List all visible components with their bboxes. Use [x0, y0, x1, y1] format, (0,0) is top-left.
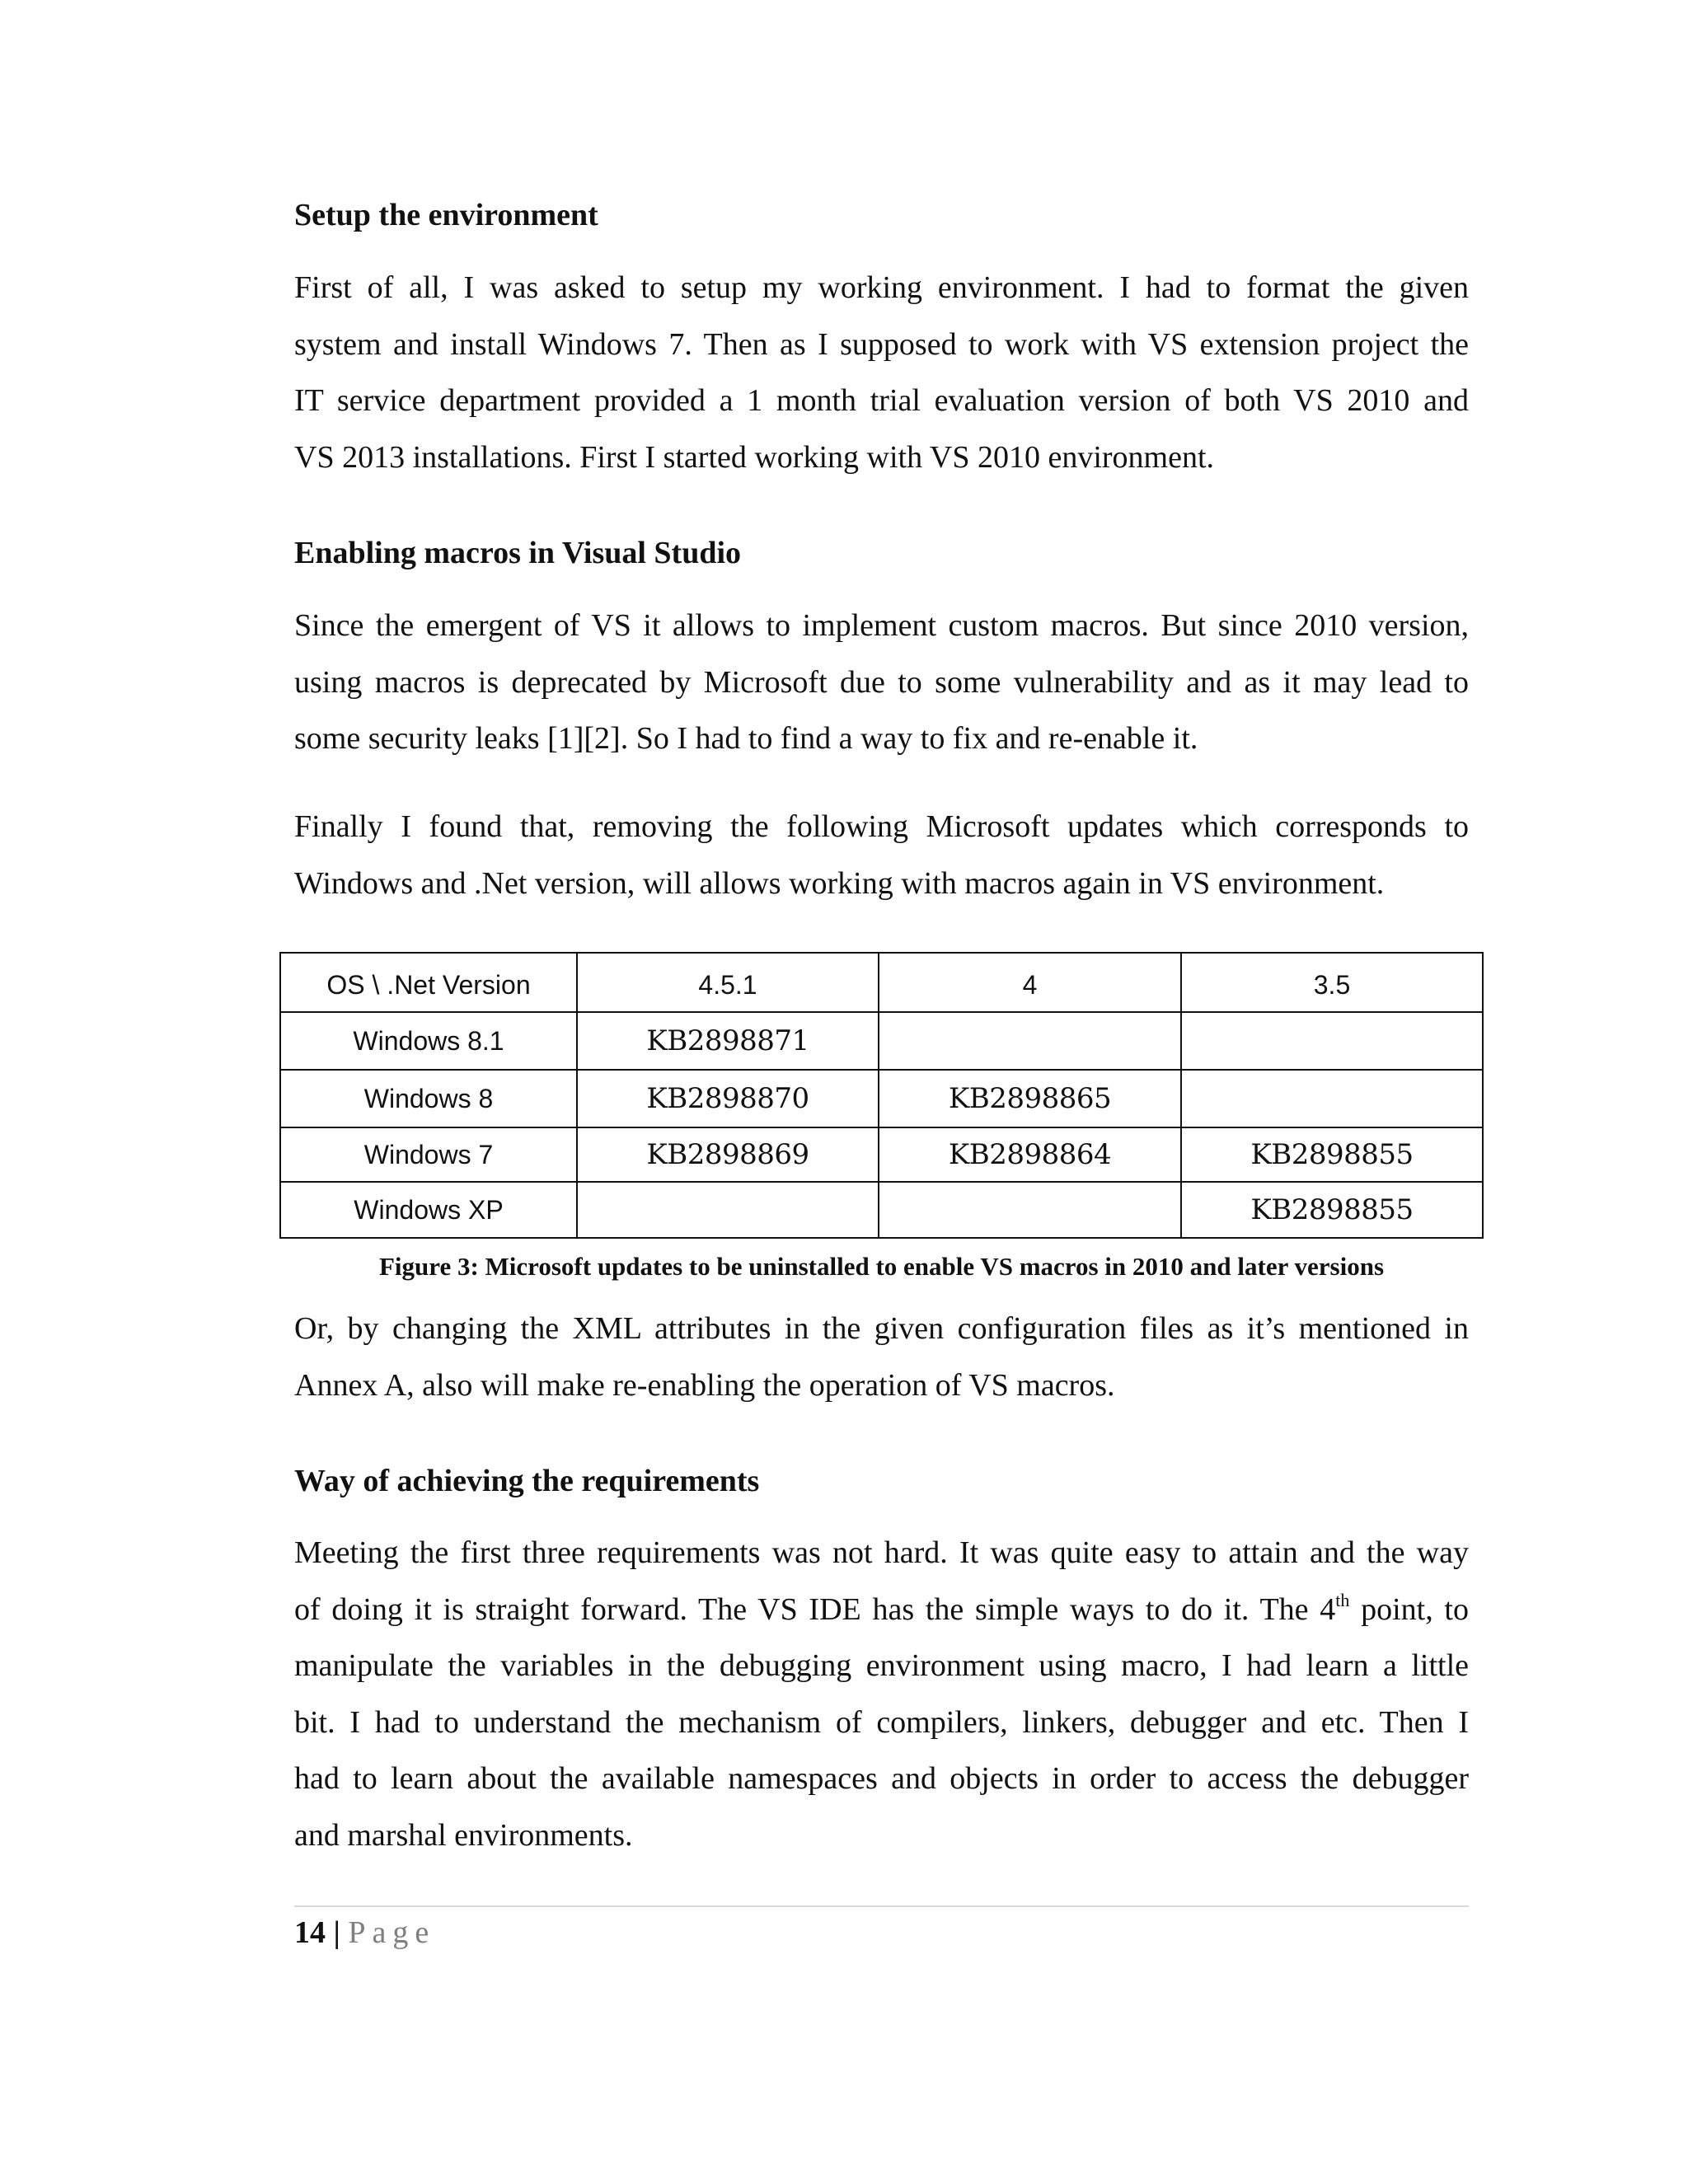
table-cell-os: Windows XP [280, 1182, 577, 1238]
text-line: Windows and .Net version, will allows working with macros again in VS environment. [294, 865, 1385, 901]
text-line: Or, by changing the XML attributes in the given configuration files as it’s mentioned in [294, 1311, 1469, 1346]
table-cell-kb [1181, 1070, 1483, 1127]
paragraph-macros-intro [294, 598, 1469, 767]
text-fragment: of doing it is straight forward. The VS IDE has the simple ways to do it. The 4 [294, 1591, 1336, 1627]
table-cell-kb [879, 1182, 1181, 1238]
table-header-row [280, 953, 1483, 1012]
table-cell-kb: KB2898865 [879, 1070, 1181, 1127]
text-line: manipulate the variables in the debugging environment using macro, I had learn a little [294, 1648, 1469, 1683]
table-row [280, 1070, 1483, 1127]
table-header-cell: 4.5.1 [577, 953, 879, 1012]
page-number: 14 [294, 1915, 326, 1950]
footer-separator: | [333, 1915, 340, 1950]
footer-divider [294, 1905, 1469, 1907]
table-cell-os: Windows 8 [280, 1070, 577, 1127]
heading-setup-environment: Setup the environment [294, 198, 598, 232]
text-line: Finally I found that, removing the following Microsoft updates which corresponds to [294, 809, 1469, 844]
text-line: First of all, I was asked to setup my working environment. I had to format the given [294, 270, 1469, 305]
text-line: had to learn about the available namespaces and objects in order to access the debugger [294, 1761, 1469, 1796]
table-cell-kb: KB2898869 [577, 1127, 879, 1182]
table-cell-kb [879, 1012, 1181, 1070]
text-line: some security leaks [1][2]. So I had to find a way to fix and re-enable it. [294, 721, 1198, 756]
paragraph-setup [294, 260, 1469, 485]
table-cell-kb: KB2898855 [1181, 1127, 1483, 1182]
paragraph-requirements [294, 1525, 1469, 1863]
table-row [280, 1012, 1483, 1070]
table-cell-os: Windows 7 [280, 1127, 577, 1182]
heading-achieving-requirements: Way of achieving the requirements [294, 1464, 760, 1498]
updates-table [279, 952, 1484, 1239]
paragraph-macros-updates [294, 799, 1469, 912]
text-line: IT service department provided a 1 month trial evaluation version of both VS 2010 and [294, 383, 1469, 418]
text-line: Since the emergent of VS it allows to implement custom macros. But since 2010 version, [294, 608, 1469, 643]
table-cell-kb: KB2898855 [1181, 1182, 1483, 1238]
text-line: VS 2013 installations. First I started working with VS 2010 environment. [294, 439, 1215, 475]
table-header-cell: 3.5 [1181, 953, 1483, 1012]
ordinal-superscript: th [1335, 1589, 1350, 1610]
text-line: and marshal environments. [294, 1817, 633, 1853]
table-cell-kb: KB2898871 [577, 1012, 879, 1070]
table-header-cell: 4 [879, 953, 1181, 1012]
table-header-cell: OS \ .Net Version [280, 953, 577, 1012]
text-line-with-superscript [294, 1582, 1469, 1638]
table-cell-kb: KB2898864 [879, 1127, 1181, 1182]
table-cell-os: Windows 8.1 [280, 1012, 577, 1070]
figure-caption: Figure 3: Microsoft updates to be uninstalled to enable VS macros in 2010 and later versions [378, 1252, 1385, 1281]
table-cell-kb [577, 1182, 879, 1238]
table-cell-kb: KB2898870 [577, 1070, 879, 1127]
text-fragment: point, to [1349, 1591, 1469, 1627]
text-line: Annex A, also will make re-enabling the operation of VS macros. [294, 1367, 1115, 1403]
table-row [280, 1182, 1483, 1238]
text-line: using macros is deprecated by Microsoft due to some vulnerability and as it may lead to [294, 664, 1469, 700]
text-line: system and install Windows 7. Then as I supposed to work with VS extension project the [294, 326, 1469, 362]
table-row [280, 1127, 1483, 1182]
document-page [294, 0, 1469, 2184]
page-footer [294, 1914, 435, 1952]
page-label: Page [348, 1915, 436, 1950]
text-line: Meeting the first three requirements was not hard. It was quite easy to attain and the way [294, 1535, 1469, 1570]
paragraph-xml-alternative [294, 1301, 1469, 1413]
heading-enabling-macros: Enabling macros in Visual Studio [294, 536, 742, 570]
table-cell-kb [1181, 1012, 1483, 1070]
text-line: bit. I had to understand the mechanism of compilers, linkers, debugger and etc. Then I [294, 1704, 1469, 1740]
